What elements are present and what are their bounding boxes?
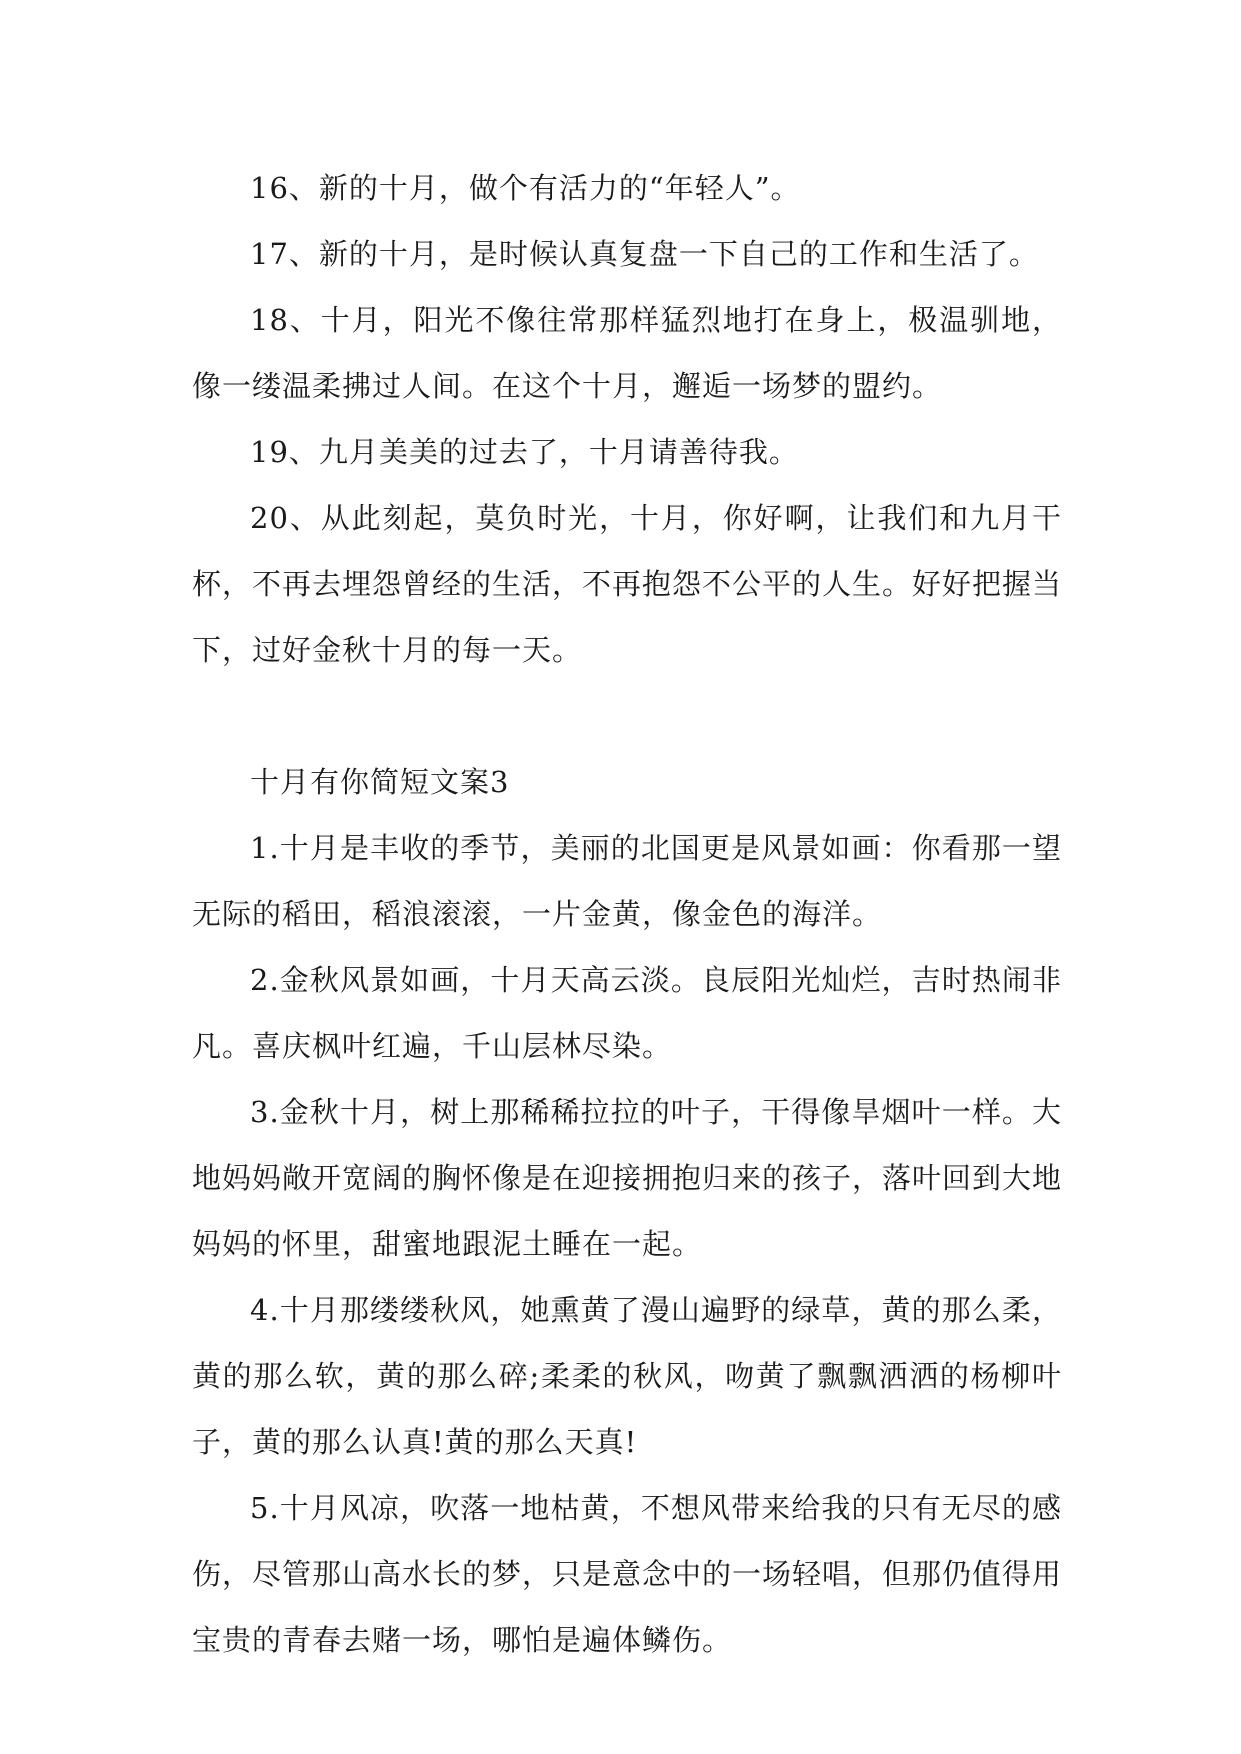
list-item: 4.十月那缕缕秋风，她熏黄了漫山遍野的绿草，黄的那么柔，黄的那么软，黄的那么碎;柔柔的秋风，吻黄了飘飘洒洒的杨柳叶子，黄的那么认真!黄的那么天真! (192, 1293, 1062, 1459)
document-page (192, 155, 1062, 1673)
section-title: 十月有你简短文案3 (250, 765, 510, 799)
list-item: 1.十月是丰收的季节，美丽的北国更是风景如画：你看那一望无际的稻田，稻浪滚滚，一片金黄，像金色的海洋。 (192, 831, 1062, 931)
section-gap (192, 683, 1062, 749)
list-item: 18、十月，阳光不像往常那样猛烈地打在身上，极温驯地，像一缕温柔拂过人间。在这个十月，邂逅一场梦的盟约。 (192, 303, 1062, 403)
section-quotes-16-20 (192, 155, 1062, 683)
list-item: 5.十月风凉，吹落一地枯黄，不想风带来给我的只有无尽的感伤，尽管那山高水长的梦，只是意念中的一场轻唱，但那仍值得用宝贵的青春去赌一场，哪怕是遍体鳞伤。 (192, 1491, 1063, 1657)
list-item: 19、九月美美的过去了，十月请善待我。 (250, 435, 799, 469)
section-copy-3 (192, 749, 1062, 1673)
list-item: 16、新的十月，做个有活力的“年轻人”。 (250, 171, 801, 205)
list-item: 17、新的十月，是时候认真复盘一下自己的工作和生活了。 (250, 237, 1039, 271)
list-item: 2.金秋风景如画，十月天高云淡。良辰阳光灿烂，吉时热闹非凡。喜庆枫叶红遍，千山层林尽染。 (192, 963, 1062, 1063)
list-item: 20、从此刻起，莫负时光，十月，你好啊，让我们和九月干杯，不再去埋怨曾经的生活，不再抱怨不公平的人生。好好把握当下，过好金秋十月的每一天。 (192, 501, 1063, 667)
list-item: 3.金秋十月，树上那稀稀拉拉的叶子，干得像旱烟叶一样。大地妈妈敞开宽阔的胸怀像是在迎接拥抱归来的孩子，落叶回到大地妈妈的怀里，甜蜜地跟泥土睡在一起。 (192, 1095, 1063, 1261)
